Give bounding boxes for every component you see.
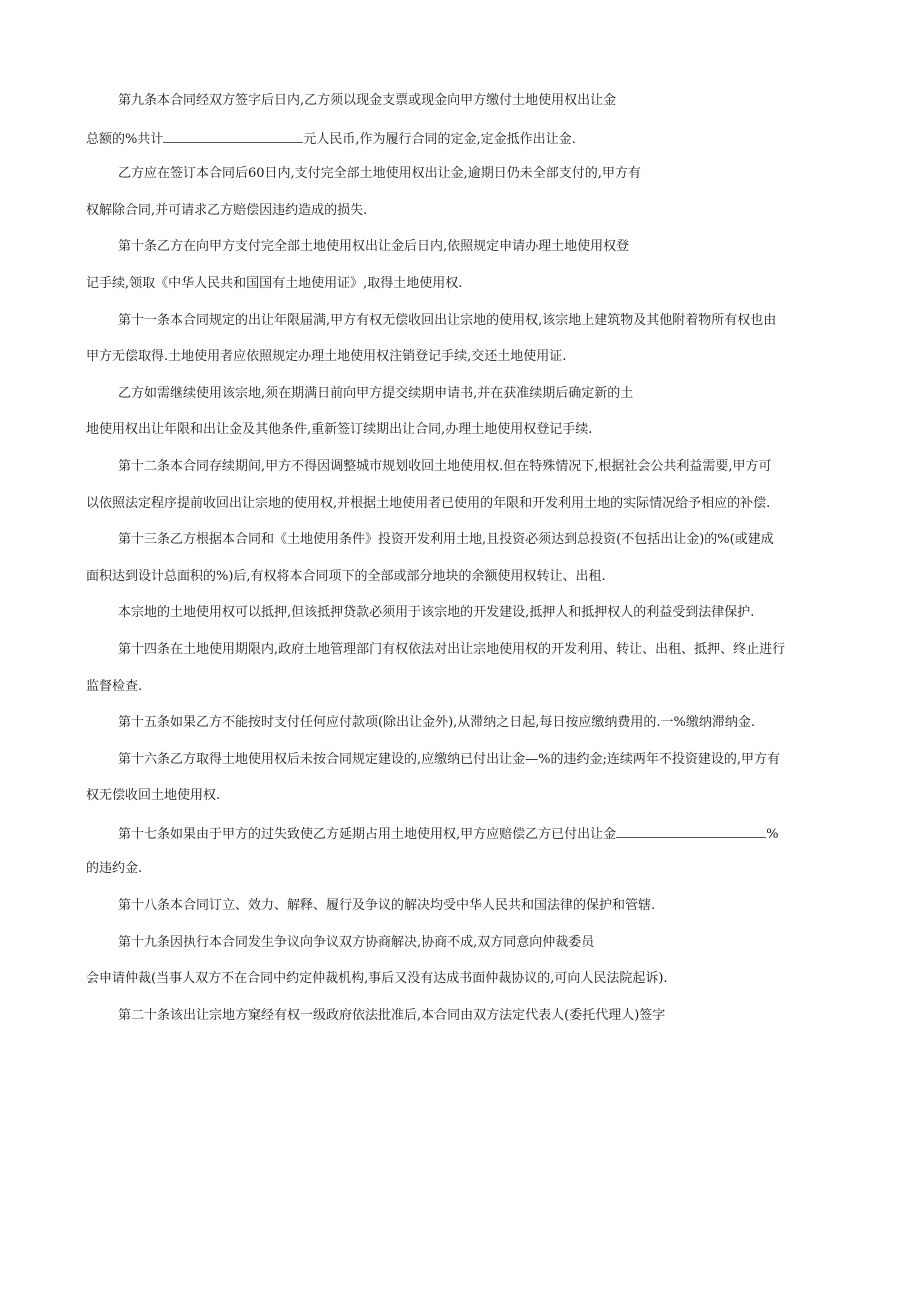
clause-14-line-1: 第十四条在土地使用期限内,政府土地管理部门有权依法对出让宗地使用权的开发利用、转让、出租、抵押、终止进行 (118, 641, 786, 657)
clause-11-renewal-line-2: 地使用权出让年限和出让金及其他条件,重新签订续期出让合同,办理土地使用权登记手续. (86, 422, 593, 438)
clause-9-text-before-blank: 总额的%共计 (86, 131, 164, 147)
clause-13-line-1: 第十三条乙方根据本合同和《土地使用条件》投资开发利用土地,且投资必须达到总投资(不包括出让金)的%(或建成 (118, 532, 774, 548)
clause-19-line-1: 第十九条因执行本合同发生争议向争议双方协商解决,协商不成,双方同意向仲裁委员 (118, 934, 595, 950)
deposit-amount-blank (163, 129, 303, 143)
clause-9-line-1: 第九条本合同经双方签字后日内,乙方须以现金支票或现金向甲方缴付土地使用权出让金 (118, 93, 617, 108)
clause-20-line: 第二十条该出让宗地方窠经有权一级政府依法批准后,本合同由双方法定代表人(委托代理人)签字 (118, 1007, 666, 1023)
penalty-percent-blank (616, 824, 766, 838)
clause-18-line: 第十八条本合同订立、效力、解释、履行及争议的解决均受中华人民共和国法律的保护和管辖. (118, 898, 656, 914)
clause-17-line-2: 的违约金. (86, 861, 143, 877)
clause-19-line-2: 会申请仲裁(当事人双方不在合同中约定仲裁机构,事后又没有达成书面仲裁协议的,可向人民法院起诉). (86, 971, 668, 987)
clause-12-line-2: 以依照法定程序提前收回出让宗地的使用权,并根据土地使用者已使用的年限和开发利用土地的实际情况给予相应的补偿. (86, 495, 771, 511)
clause-10-line-2: 记手续,领取《中华人民共和国国有土地使用证》,取得土地使用权. (86, 275, 463, 291)
clause-17-line-1 (86, 824, 840, 842)
clause-14-line-2: 监督检查. (86, 678, 143, 694)
clause-9-payment-line-1: 乙方应在签订本合同后60日内,支付完全部土地使用权出让金,逾期日仍未全部支付的,甲方有 (118, 166, 641, 182)
clause-9-payment-line-2: 权解除合同,并可请求乙方赔偿因违约造成的损失. (86, 202, 368, 218)
clause-16-line-1: 第十六条乙方取得土地使用权后未按合同规定建设的,应缴纳已付出让金—%的违约金;连续两年不投资建设的,甲方有 (118, 751, 780, 767)
clause-11-renewal-line-1: 乙方如需继续使用该宗地,须在期满日前向甲方提交续期申请书,并在获准续期后确定新的土 (118, 385, 634, 401)
clause-13-line-2: 面积达到设计总面积的%)后,有权将本合同项下的全部或部分地块的余额使用权转让、出租. (86, 568, 606, 584)
clause-9-line-2 (86, 129, 840, 147)
clause-9-text-after-blank: 元人民币,作为履行合同的定金,定金抵作出让金. (303, 131, 576, 147)
clause-17-text-before-blank: 第十七条如果由于甲方的过失致使乙方延期占用土地使用权,甲方应赔偿乙方已付出让金 (118, 826, 617, 842)
clause-15-line: 第十五条如果乙方不能按时支付任何应付款项(除出让金外),从滞纳之日起,每日按应缴纳费用的.一%缴纳滞纳金. (118, 715, 756, 731)
clause-11-line-1: 第十一条本合同规定的出让年限届满,甲方有权无偿收回出让宗地的使用权,该宗地上建筑物及其他附着物所有权也由 (118, 312, 777, 328)
clause-17-text-after-blank: % (766, 826, 779, 842)
clause-13-mortgage-line: 本宗地的土地使用权可以抵押,但该抵押贷款必须用于该宗地的开发建设,抵押人和抵押权人的利益受到法律保护. (118, 605, 755, 621)
clause-11-line-2: 甲方无偿取得.土地使用者应依照规定办理土地使用权注销登记手续,交还土地使用证. (86, 349, 567, 365)
clause-10-line-1: 第十条乙方在向甲方支付完全部土地使用权出让金后日内,依照规定申请办理土地使用权登 (118, 239, 630, 255)
clause-12-line-1: 第十二条本合同存续期间,甲方不得因调整城市规划收回土地使用权.但在特殊情况下,根据社会公共利益需要,甲方可 (118, 458, 772, 474)
clause-16-line-2: 权无偿收回土地使用权. (86, 788, 221, 804)
